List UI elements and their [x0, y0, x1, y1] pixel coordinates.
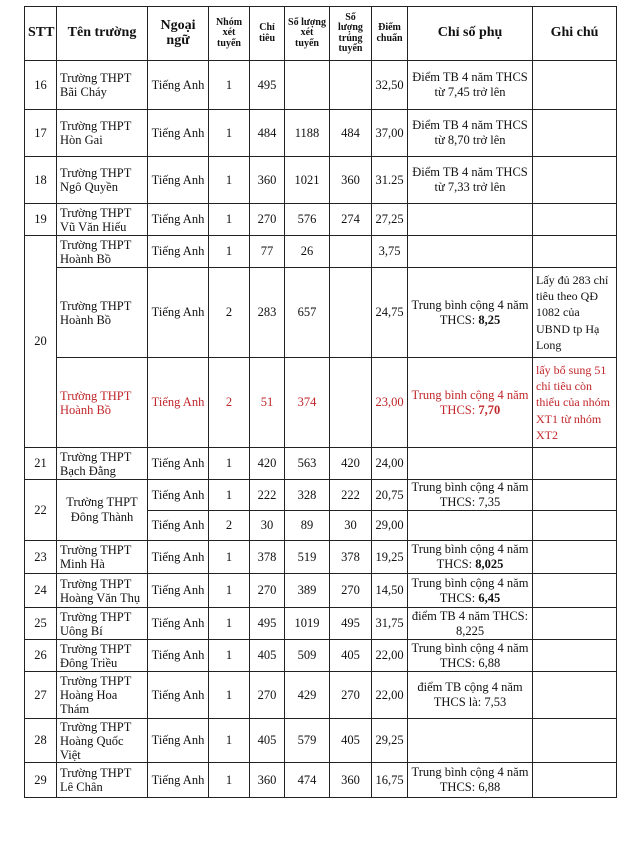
- table-row-highlighted: [25, 358, 617, 448]
- cell-quota: 51: [250, 358, 285, 448]
- cell-school: Trường THPT Lê Chân: [57, 763, 148, 798]
- cell-applied: 579: [285, 719, 330, 763]
- cell-language: Tiếng Anh: [148, 61, 209, 110]
- cell-school: Trường THPT Uông Bí: [57, 608, 148, 640]
- cell-sub-index: [408, 268, 533, 358]
- cell-admitted: 222: [330, 480, 372, 511]
- cell-admitted: 405: [330, 719, 372, 763]
- cell-sub-index: điểm TB 4 năm THCS: 8,225: [408, 608, 533, 640]
- cell-school: Trường THPT Bạch Đằng: [57, 448, 148, 480]
- cell-school: Trường THPT Hoành Bồ: [57, 358, 148, 448]
- cell-sub-index: [408, 574, 533, 608]
- cell-admitted: 420: [330, 448, 372, 480]
- cell-stt: 26: [25, 640, 57, 672]
- table-row: [25, 236, 617, 268]
- cell-school: Trường THPT Hoàng Quốc Việt: [57, 719, 148, 763]
- cell-cutoff: 20,75: [372, 480, 408, 511]
- cell-cutoff: 32,50: [372, 61, 408, 110]
- cell-note: [533, 480, 617, 511]
- cell-quota: 360: [250, 157, 285, 204]
- cell-admitted: 405: [330, 640, 372, 672]
- cell-sub-index: Điểm TB 4 năm THCS từ 7,45 trở lên: [408, 61, 533, 110]
- cell-note: lấy bổ sung 51 chỉ tiêu còn thiếu của nhóm XT1 từ nhóm XT2: [533, 358, 617, 448]
- cell-stt: 25: [25, 608, 57, 640]
- cell-applied: 389: [285, 574, 330, 608]
- cell-stt: 27: [25, 672, 57, 719]
- cell-note: Lấy đủ 283 chỉ tiêu theo QĐ 1082 của UBND tp Hạ Long: [533, 268, 617, 358]
- table-row: [25, 204, 617, 236]
- cell-applied: 26: [285, 236, 330, 268]
- cell-admitted: [330, 61, 372, 110]
- table-row: [25, 541, 617, 574]
- cell-admitted: 274: [330, 204, 372, 236]
- cell-applied: 509: [285, 640, 330, 672]
- cell-applied: 576: [285, 204, 330, 236]
- cell-stt: 24: [25, 574, 57, 608]
- cell-language: Tiếng Anh: [148, 157, 209, 204]
- cell-cutoff: 29,25: [372, 719, 408, 763]
- cell-cutoff: 37,00: [372, 110, 408, 157]
- cell-sub-index: [408, 719, 533, 763]
- cell-stt: 22: [25, 480, 57, 541]
- cell-applied: 563: [285, 448, 330, 480]
- table-row: [25, 157, 617, 204]
- cell-school: Trường THPT Hoàng Hoa Thám: [57, 672, 148, 719]
- cell-school: Trường THPT Minh Hà: [57, 541, 148, 574]
- cell-stt: 16: [25, 61, 57, 110]
- cell-applied: 429: [285, 672, 330, 719]
- cell-stt: 20: [25, 236, 57, 448]
- cell-group: 1: [209, 204, 250, 236]
- cell-sub-index: [408, 358, 533, 448]
- header-school: Tên trường: [57, 7, 148, 61]
- cell-cutoff: 24,75: [372, 268, 408, 358]
- admission-score-table-page: [24, 6, 616, 798]
- cell-group: 2: [209, 511, 250, 541]
- cell-language: Tiếng Anh: [148, 268, 209, 358]
- cell-sub-index: Trung bình cộng 4 năm THCS: 7,35: [408, 480, 533, 511]
- cell-language: Tiếng Anh: [148, 763, 209, 798]
- cell-language: Tiếng Anh: [148, 574, 209, 608]
- cell-cutoff: 24,00: [372, 448, 408, 480]
- cell-group: 2: [209, 358, 250, 448]
- cell-sub-index: Trung bình cộng 4 năm THCS: 6,88: [408, 763, 533, 798]
- cell-quota: 420: [250, 448, 285, 480]
- header-applied: Số lượng xét tuyển: [285, 7, 330, 61]
- cell-school: Trường THPT Đông Triều: [57, 640, 148, 672]
- cell-school: Trường THPT Ngô Quyền: [57, 157, 148, 204]
- table-row: [25, 480, 617, 511]
- cell-school: Trường THPT Bãi Cháy: [57, 61, 148, 110]
- cell-group: 1: [209, 236, 250, 268]
- cell-admitted: 270: [330, 574, 372, 608]
- cell-cutoff: 19,25: [372, 541, 408, 574]
- cell-quota: 378: [250, 541, 285, 574]
- sub-index-text: Trung bình cộng 4 năm THCS:: [411, 542, 529, 571]
- cell-note: [533, 236, 617, 268]
- cell-stt: 19: [25, 204, 57, 236]
- cell-note: [533, 110, 617, 157]
- cell-language: Tiếng Anh: [148, 448, 209, 480]
- cell-language: Tiếng Anh: [148, 608, 209, 640]
- cell-group: 1: [209, 448, 250, 480]
- header-cutoff: Điểm chuẩn: [372, 7, 408, 61]
- cell-language: Tiếng Anh: [148, 541, 209, 574]
- cell-group: 1: [209, 719, 250, 763]
- cell-applied: 374: [285, 358, 330, 448]
- cell-language: Tiếng Anh: [148, 480, 209, 511]
- cell-sub-index: Điểm TB 4 năm THCS từ 7,33 trở lên: [408, 157, 533, 204]
- cell-stt: 28: [25, 719, 57, 763]
- sub-index-value: 6,45: [478, 590, 501, 605]
- cell-stt: 23: [25, 541, 57, 574]
- cell-group: 1: [209, 574, 250, 608]
- cell-quota: 270: [250, 204, 285, 236]
- cell-sub-index: [408, 448, 533, 480]
- cell-admitted: [330, 236, 372, 268]
- cell-group: 1: [209, 763, 250, 798]
- cell-cutoff: 14,50: [372, 574, 408, 608]
- header-quota: Chỉ tiêu: [250, 7, 285, 61]
- cell-applied: 474: [285, 763, 330, 798]
- header-sub-index: Chỉ số phụ: [408, 7, 533, 61]
- cell-note: [533, 61, 617, 110]
- cell-stt: 17: [25, 110, 57, 157]
- sub-index-value: 7,70: [478, 402, 501, 417]
- cell-admitted: 30: [330, 511, 372, 541]
- cell-quota: 405: [250, 640, 285, 672]
- cell-quota: 270: [250, 672, 285, 719]
- table-row: [25, 672, 617, 719]
- cell-group: 1: [209, 640, 250, 672]
- cell-note: [533, 541, 617, 574]
- cell-cutoff: 31.25: [372, 157, 408, 204]
- sub-index-text: Trung bình cộng 4 năm THCS:: [411, 575, 529, 605]
- cell-sub-index: [408, 236, 533, 268]
- cell-admitted: 270: [330, 672, 372, 719]
- cell-cutoff: 22,00: [372, 672, 408, 719]
- header-stt: STT: [25, 7, 57, 61]
- cell-language: Tiếng Anh: [148, 204, 209, 236]
- cell-sub-index: Trung bình cộng 4 năm THCS: 6,88: [408, 640, 533, 672]
- cell-note: [533, 719, 617, 763]
- cell-school: Trường THPT Vũ Văn Hiếu: [57, 204, 148, 236]
- header-group: Nhóm xét tuyển: [209, 7, 250, 61]
- cell-quota: 77: [250, 236, 285, 268]
- sub-index-value: 8,025: [475, 557, 504, 571]
- cell-group: 1: [209, 541, 250, 574]
- cell-quota: 283: [250, 268, 285, 358]
- cell-note: [533, 763, 617, 798]
- cell-note: [533, 204, 617, 236]
- cell-admitted: 360: [330, 763, 372, 798]
- cell-cutoff: 16,75: [372, 763, 408, 798]
- cell-admitted: 495: [330, 608, 372, 640]
- cell-group: 1: [209, 157, 250, 204]
- cell-stt: 18: [25, 157, 57, 204]
- cell-admitted: 484: [330, 110, 372, 157]
- cell-note: [533, 608, 617, 640]
- cell-group: 1: [209, 672, 250, 719]
- cell-cutoff: 27,25: [372, 204, 408, 236]
- sub-index-text: Trung bình cộng 4 năm THCS:: [411, 387, 529, 417]
- cell-language: Tiếng Anh: [148, 358, 209, 448]
- cell-sub-index: Điểm TB 4 năm THCS từ 8,70 trở lên: [408, 110, 533, 157]
- cell-note: [533, 511, 617, 541]
- table-row: [25, 448, 617, 480]
- cell-quota: 30: [250, 511, 285, 541]
- cell-applied: [285, 61, 330, 110]
- cell-sub-index: [408, 204, 533, 236]
- cell-school: Trường THPT Hoành Bồ: [57, 268, 148, 358]
- cell-cutoff: 31,75: [372, 608, 408, 640]
- table-row: [25, 763, 617, 798]
- header-notes: Ghi chú: [533, 7, 617, 61]
- cell-stt: 29: [25, 763, 57, 798]
- cell-admitted: 378: [330, 541, 372, 574]
- cell-group: 1: [209, 480, 250, 511]
- cell-applied: 1021: [285, 157, 330, 204]
- cell-group: 1: [209, 110, 250, 157]
- cell-school: Trường THPT Đông Thành: [57, 480, 148, 541]
- cell-quota: 484: [250, 110, 285, 157]
- cell-note: [533, 448, 617, 480]
- cell-applied: 657: [285, 268, 330, 358]
- cell-applied: 1019: [285, 608, 330, 640]
- header-language: Ngoại ngữ: [148, 7, 209, 61]
- cell-note: [533, 157, 617, 204]
- cell-sub-index: [408, 541, 533, 574]
- cell-applied: 89: [285, 511, 330, 541]
- cell-applied: 1188: [285, 110, 330, 157]
- cell-quota: 222: [250, 480, 285, 511]
- cell-language: Tiếng Anh: [148, 110, 209, 157]
- cell-cutoff: 29,00: [372, 511, 408, 541]
- cell-school: Trường THPT Hoành Bồ: [57, 236, 148, 268]
- cell-note: [533, 672, 617, 719]
- cell-cutoff: 3,75: [372, 236, 408, 268]
- cell-note: [533, 574, 617, 608]
- cell-school: Trường THPT Hòn Gai: [57, 110, 148, 157]
- sub-index-value: 8,25: [478, 312, 501, 327]
- cell-quota: 405: [250, 719, 285, 763]
- cell-quota: 495: [250, 608, 285, 640]
- table-row: [25, 640, 617, 672]
- cell-group: 1: [209, 608, 250, 640]
- cell-quota: 360: [250, 763, 285, 798]
- table-row: [25, 61, 617, 110]
- cell-cutoff: 22,00: [372, 640, 408, 672]
- cell-applied: 519: [285, 541, 330, 574]
- cell-group: 2: [209, 268, 250, 358]
- table-row: [25, 608, 617, 640]
- cell-admitted: [330, 358, 372, 448]
- cell-cutoff: 23,00: [372, 358, 408, 448]
- sub-index-text: Trung bình cộng 4 năm THCS:: [411, 297, 529, 327]
- cell-admitted: [330, 268, 372, 358]
- admission-score-table: [24, 6, 617, 798]
- cell-sub-index: điểm TB cộng 4 năm THCS là: 7,53: [408, 672, 533, 719]
- cell-admitted: 360: [330, 157, 372, 204]
- cell-quota: 495: [250, 61, 285, 110]
- cell-note: [533, 640, 617, 672]
- cell-stt: 21: [25, 448, 57, 480]
- cell-language: Tiếng Anh: [148, 511, 209, 541]
- table-row: [25, 268, 617, 358]
- header-admitted: Số lượng trúng tuyển: [330, 7, 372, 61]
- cell-language: Tiếng Anh: [148, 672, 209, 719]
- cell-language: Tiếng Anh: [148, 640, 209, 672]
- cell-applied: 328: [285, 480, 330, 511]
- cell-sub-index: [408, 511, 533, 541]
- cell-quota: 270: [250, 574, 285, 608]
- cell-language: Tiếng Anh: [148, 236, 209, 268]
- cell-language: Tiếng Anh: [148, 719, 209, 763]
- cell-school: Trường THPT Hoàng Văn Thụ: [57, 574, 148, 608]
- table-row: [25, 574, 617, 608]
- table-row: [25, 110, 617, 157]
- table-header-row: [25, 7, 617, 61]
- table-row: [25, 719, 617, 763]
- cell-group: 1: [209, 61, 250, 110]
